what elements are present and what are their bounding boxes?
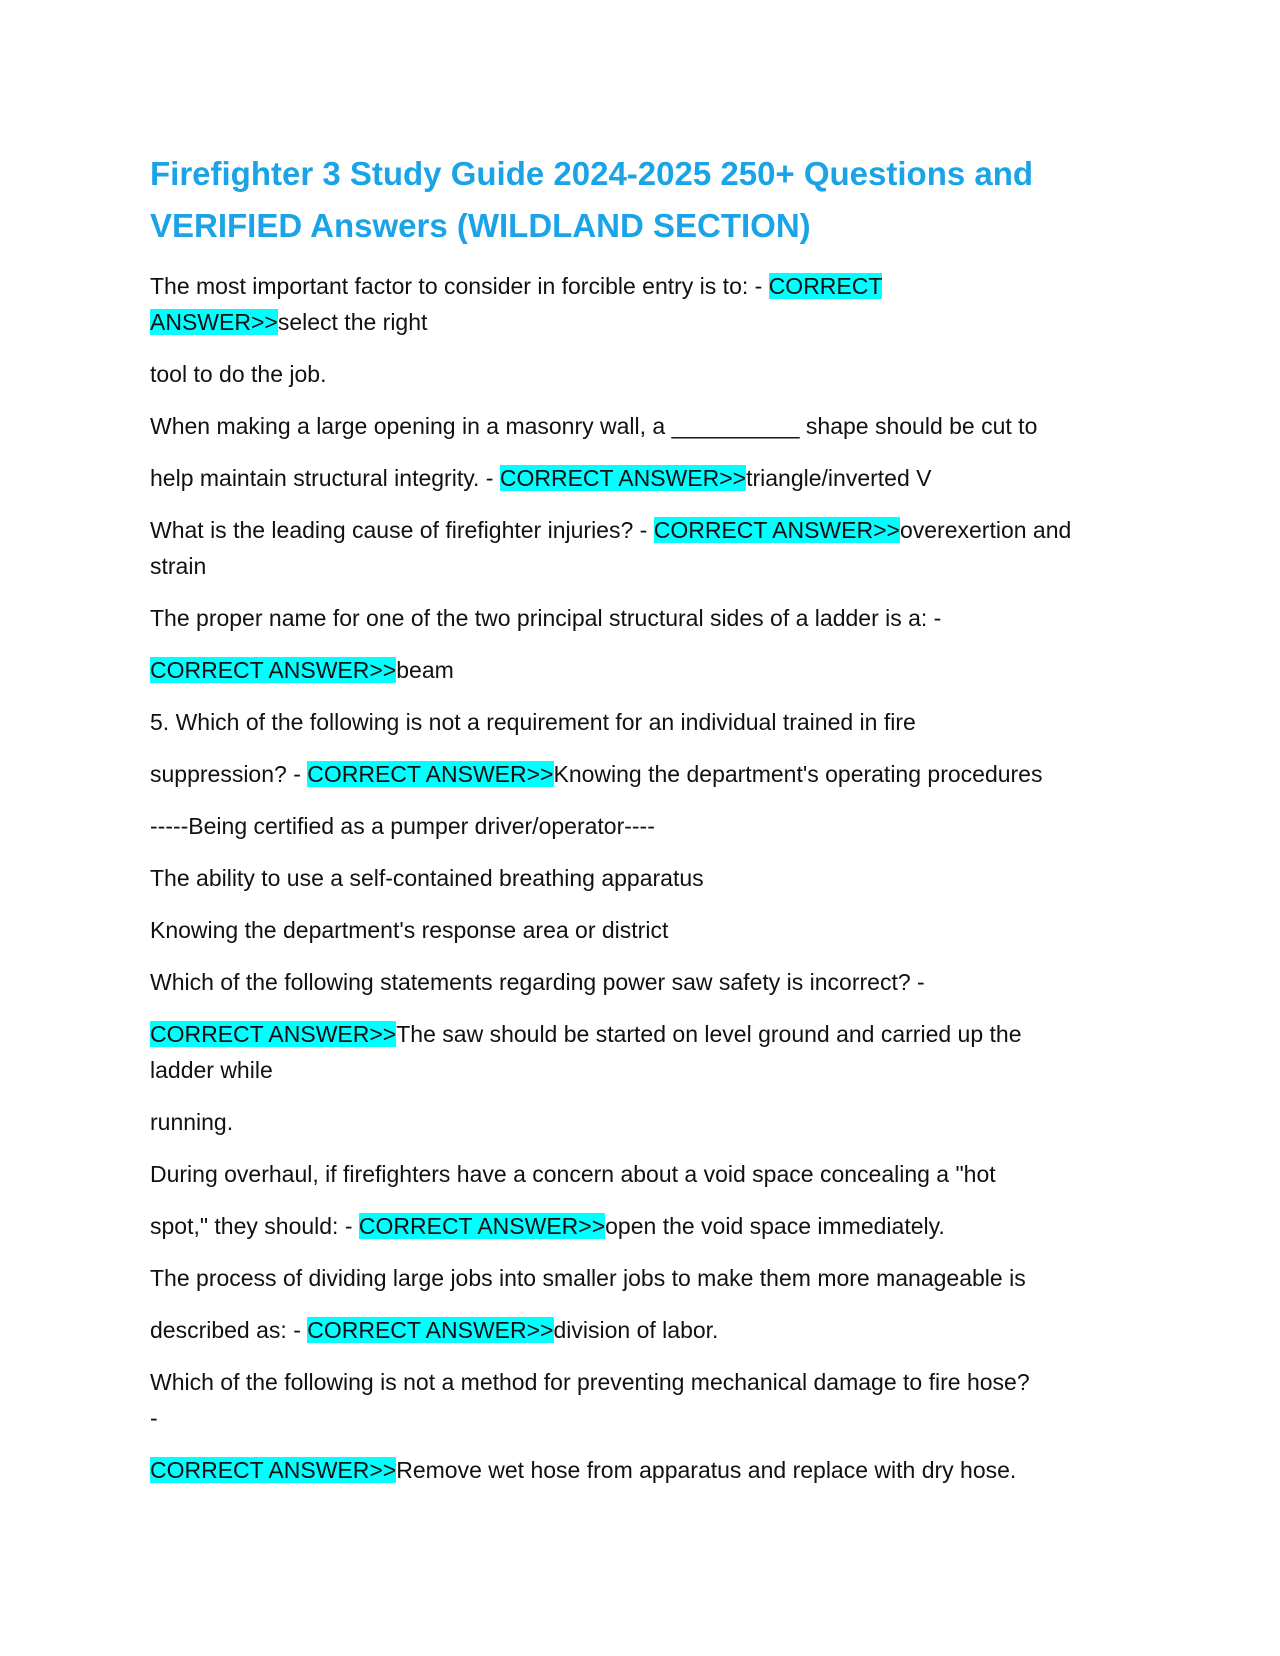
text-line (150, 704, 1150, 740)
question-text: Which of the following statements regarding power saw safety is incorrect? - (150, 969, 925, 995)
text-line (150, 1452, 1150, 1488)
text-line (150, 600, 1150, 636)
answer-highlight: CORRECT ANSWER>> (150, 1021, 397, 1047)
option-text: The ability to use a self-contained breathing apparatus (150, 865, 704, 891)
question-text: The most important factor to consider in forcible entry is to: - (150, 273, 769, 299)
text-line (150, 912, 1150, 948)
question-text: described as: - (150, 1317, 308, 1343)
text-line (150, 408, 1150, 444)
text-line (150, 1104, 1150, 1140)
question-text: When making a large opening in a masonry wall, a __________ shape should be cut to (150, 413, 1038, 439)
question-text: suppression? - (150, 761, 308, 787)
question-text: 5. Which of the following is not a requirement for an individual trained in fire (150, 709, 916, 735)
text-line (150, 1016, 1150, 1052)
question-text: spot," they should: - (150, 1213, 359, 1239)
answer-highlight: CORRECT ANSWER>> (358, 1213, 606, 1239)
title-line-2: VERIFIED Answers (WILDLAND SECTION) (150, 207, 811, 244)
text-line (150, 1156, 1150, 1192)
title-line-1: Firefighter 3 Study Guide 2024-2025 250+ Questions and (150, 155, 1034, 192)
answer-text: running. (150, 1109, 234, 1135)
document-title (150, 148, 1130, 252)
text-line (150, 1208, 1150, 1244)
answer-text: division of labor. (553, 1317, 719, 1343)
text-line (150, 1260, 1150, 1296)
answer-highlight: CORRECT ANSWER>> (307, 1317, 554, 1343)
question-text: The proper name for one of the two principal structural sides of a ladder is a: - (150, 605, 942, 631)
text-line (150, 304, 1150, 340)
answer-text: Remove wet hose from apparatus and replace with dry hose. (396, 1457, 1017, 1483)
question-text: help maintain structural integrity. - (150, 465, 500, 491)
text-line (150, 460, 1150, 496)
answer-highlight: CORRECT (768, 273, 883, 299)
qa-body (150, 268, 1150, 1488)
answer-highlight: ANSWER>> (150, 309, 278, 335)
question-text: - (150, 1405, 158, 1431)
text-line (150, 268, 1150, 304)
option-text: Knowing the department's response area or district (150, 917, 669, 943)
question-text: Which of the following is not a method for preventing mechanical damage to fire hose? (150, 1369, 1030, 1395)
answer-highlight: CORRECT ANSWER>> (307, 761, 554, 787)
text-line (150, 356, 1150, 392)
text-line (150, 1400, 1150, 1436)
answer-highlight: CORRECT ANSWER>> (150, 657, 397, 683)
answer-text: The saw should be started on level ground and carried up the (396, 1021, 1022, 1047)
answer-highlight: CORRECT ANSWER>> (499, 465, 747, 491)
answer-text: ladder while (150, 1057, 273, 1083)
question-text: During overhaul, if firefighters have a concern about a void space concealing a "hot (150, 1161, 996, 1187)
answer-text: Knowing the department's operating procedures (553, 761, 1043, 787)
question-text: The process of dividing large jobs into smaller jobs to make them more manageable is (150, 1265, 1026, 1291)
text-line (150, 512, 1150, 548)
text-line (150, 1312, 1150, 1348)
text-line (150, 860, 1150, 896)
answer-text: select the right (277, 309, 428, 335)
text-line (150, 548, 1150, 584)
answer-text: beam (396, 657, 454, 683)
text-line (150, 1052, 1150, 1088)
answer-highlight: CORRECT ANSWER>> (653, 517, 900, 543)
answer-text: open the void space immediately. (605, 1213, 945, 1239)
option-text: -----Being certified as a pumper driver/operator---- (150, 813, 655, 839)
text-line (150, 1364, 1150, 1400)
text-line (150, 964, 1150, 1000)
answer-highlight: CORRECT ANSWER>> (150, 1457, 397, 1483)
answer-text: overexertion and (899, 517, 1072, 543)
text-line (150, 756, 1150, 792)
question-text: tool to do the job. (150, 361, 327, 387)
text-line (150, 808, 1150, 844)
text-line (150, 652, 1150, 688)
answer-text: strain (150, 553, 207, 579)
question-text: What is the leading cause of firefighter injuries? - (150, 517, 654, 543)
answer-text: triangle/inverted V (746, 465, 932, 491)
